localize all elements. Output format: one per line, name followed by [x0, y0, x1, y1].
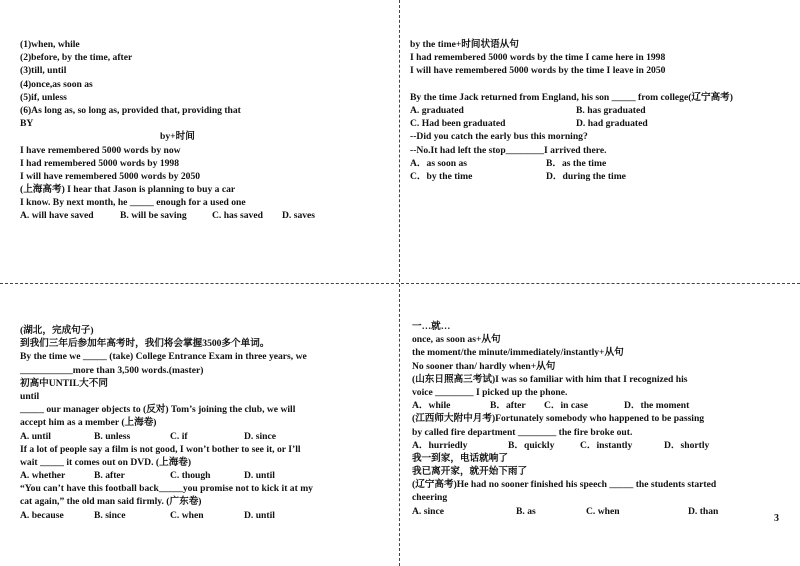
option-a: A．as soon as	[410, 157, 468, 169]
option-c: C. Had been graduated	[410, 118, 506, 130]
option-c: C. when	[170, 509, 204, 521]
question-text: --No.It had left the stop________I arrived there.	[410, 144, 607, 156]
text-line: (3)till, until	[20, 65, 67, 77]
answer-options	[20, 209, 390, 222]
answer-options	[410, 117, 790, 130]
horizontal-divider	[0, 283, 800, 284]
text-line: (2)before, by the time, after	[20, 52, 133, 64]
option-a: A．hurriedly	[412, 439, 468, 451]
page-number: 3	[774, 513, 779, 524]
question-text: --Did you catch the early bus this morning?	[410, 131, 588, 143]
answer-options	[412, 505, 792, 518]
question-text: (江西师大附中月考)Fortunately somebody who happened to be passing	[412, 413, 705, 425]
option-d: D. until	[244, 509, 275, 521]
option-d: D. since	[244, 430, 276, 442]
option-c: C. when	[586, 505, 620, 517]
option-b: B．after	[490, 400, 526, 412]
option-d: D．shortly	[664, 439, 710, 451]
text-line: (5)if, unless	[20, 91, 67, 103]
text-line: (4)once,as soon as	[20, 78, 93, 90]
option-d: D. saves	[282, 210, 316, 222]
by-time-label: by+时间	[160, 131, 195, 143]
text-line: I will have remembered 5000 words by the time I leave in 2050	[410, 65, 666, 77]
question-text: cat again,” the old man said firmly. (广东卷)	[20, 496, 202, 508]
option-b: B. has graduated	[576, 104, 646, 116]
answer-options	[410, 170, 790, 183]
question-text: ___________more than 3,500 words.(master)	[20, 364, 204, 376]
panel-bottom-left	[20, 324, 390, 522]
text-line: 到我们三年后参加年高考时，我们将会掌握3500多个单词。	[20, 338, 270, 350]
option-d: D. until	[244, 470, 275, 482]
question-text: I know. By next month, he _____ enough for a used one	[20, 197, 246, 209]
question-text: accept him as a member (上海卷)	[20, 417, 157, 429]
answer-options	[20, 469, 390, 482]
option-c: C. though	[170, 470, 211, 482]
option-b: B. unless	[94, 430, 131, 442]
option-d: D．during the time	[546, 170, 626, 182]
answer-options	[412, 439, 792, 452]
answer-options	[410, 104, 790, 117]
question-text: (山东日照高三考试)I was so familiar with him that I recognized his	[412, 373, 688, 385]
option-a: A. since	[412, 505, 444, 517]
option-b: B．as the time	[546, 157, 607, 169]
text-line: I have remembered 5000 words by now	[20, 144, 181, 156]
text-line: by the time+时间状语从句	[410, 39, 519, 50]
option-a: A．while	[412, 400, 451, 412]
option-c: C. if	[170, 430, 188, 442]
answer-options	[410, 157, 790, 170]
text-line: BY	[20, 118, 34, 130]
answer-options	[20, 430, 390, 443]
option-b: B．quickly	[508, 439, 555, 451]
option-c: C．by the time	[410, 170, 473, 182]
panel-top-right	[410, 38, 790, 183]
text-line: I will have remembered 5000 words by 2050	[20, 170, 201, 182]
question-text: cheering	[412, 492, 448, 504]
question-text: _____ our manager objects to (反对) Tom’s joining the club, we will	[20, 404, 296, 416]
option-d: D．the moment	[624, 400, 690, 412]
option-a: A. will have saved	[20, 210, 94, 222]
option-a: A. whether	[20, 470, 66, 482]
question-text: By the time Jack returned from England, his son _____ from college(辽宁高考)	[410, 91, 733, 103]
option-c: C. has saved	[212, 210, 263, 222]
option-a: A. graduated	[410, 104, 464, 116]
question-text: voice ________ I picked up the phone.	[412, 386, 568, 398]
question-text: by called fire department ________ the fire broke out.	[412, 426, 633, 438]
question-text: wait _____ it comes out on DVD. (上海卷)	[20, 456, 192, 468]
text-line: No sooner than/ hardly when+从句	[412, 360, 556, 372]
section-heading: 一…就…	[412, 321, 451, 332]
question-text: By the time we _____ (take) College Entrance Exam in three years, we	[20, 351, 307, 363]
question-text: “You can’t have this football back_____you promise not to kick it at my	[20, 483, 313, 495]
option-a: A. until	[20, 430, 51, 442]
option-d: D. than	[688, 505, 719, 517]
section-heading: 初高中UNTIL大不同	[20, 377, 108, 389]
text-line: 我已离开家，就开始下雨了	[412, 466, 528, 478]
question-text: (辽宁高考)He had no sooner finished his speech _____ the students started	[412, 479, 717, 491]
option-b: B. as	[516, 505, 536, 517]
option-d: D. had graduated	[576, 118, 648, 130]
option-c: C．instantly	[580, 439, 633, 451]
text-line: I had remembered 5000 words by the time I came here in 1998	[410, 52, 666, 64]
text-line: once, as soon as+从句	[412, 334, 501, 346]
text-line: (6)As long as, so long as, provided that, providing that	[20, 104, 241, 116]
option-a: A. because	[20, 509, 64, 521]
option-b: B. since	[94, 509, 126, 521]
option-c: C．in case	[544, 400, 588, 412]
text-line: (湖北，完成句子)	[20, 325, 94, 336]
text-line: until	[20, 390, 40, 402]
answer-options	[20, 509, 390, 522]
text-line: I had remembered 5000 words by 1998	[20, 157, 180, 169]
answer-options	[412, 399, 792, 412]
question-text: (上海高考) I hear that Jason is planning to buy a car	[20, 184, 236, 196]
option-b: B. will be saving	[120, 210, 187, 222]
option-b: B. after	[94, 470, 125, 482]
text-line: (1)when, while	[20, 39, 80, 50]
text-line: the moment/the minute/immediately/instantly+从句	[412, 347, 624, 359]
text-line: 我一到家，电话就响了	[412, 452, 508, 464]
panel-bottom-right	[412, 320, 792, 518]
question-text: If a lot of people say a film is not good, I won’t bother to see it, or I’ll	[20, 443, 301, 455]
panel-top-left	[20, 38, 390, 223]
